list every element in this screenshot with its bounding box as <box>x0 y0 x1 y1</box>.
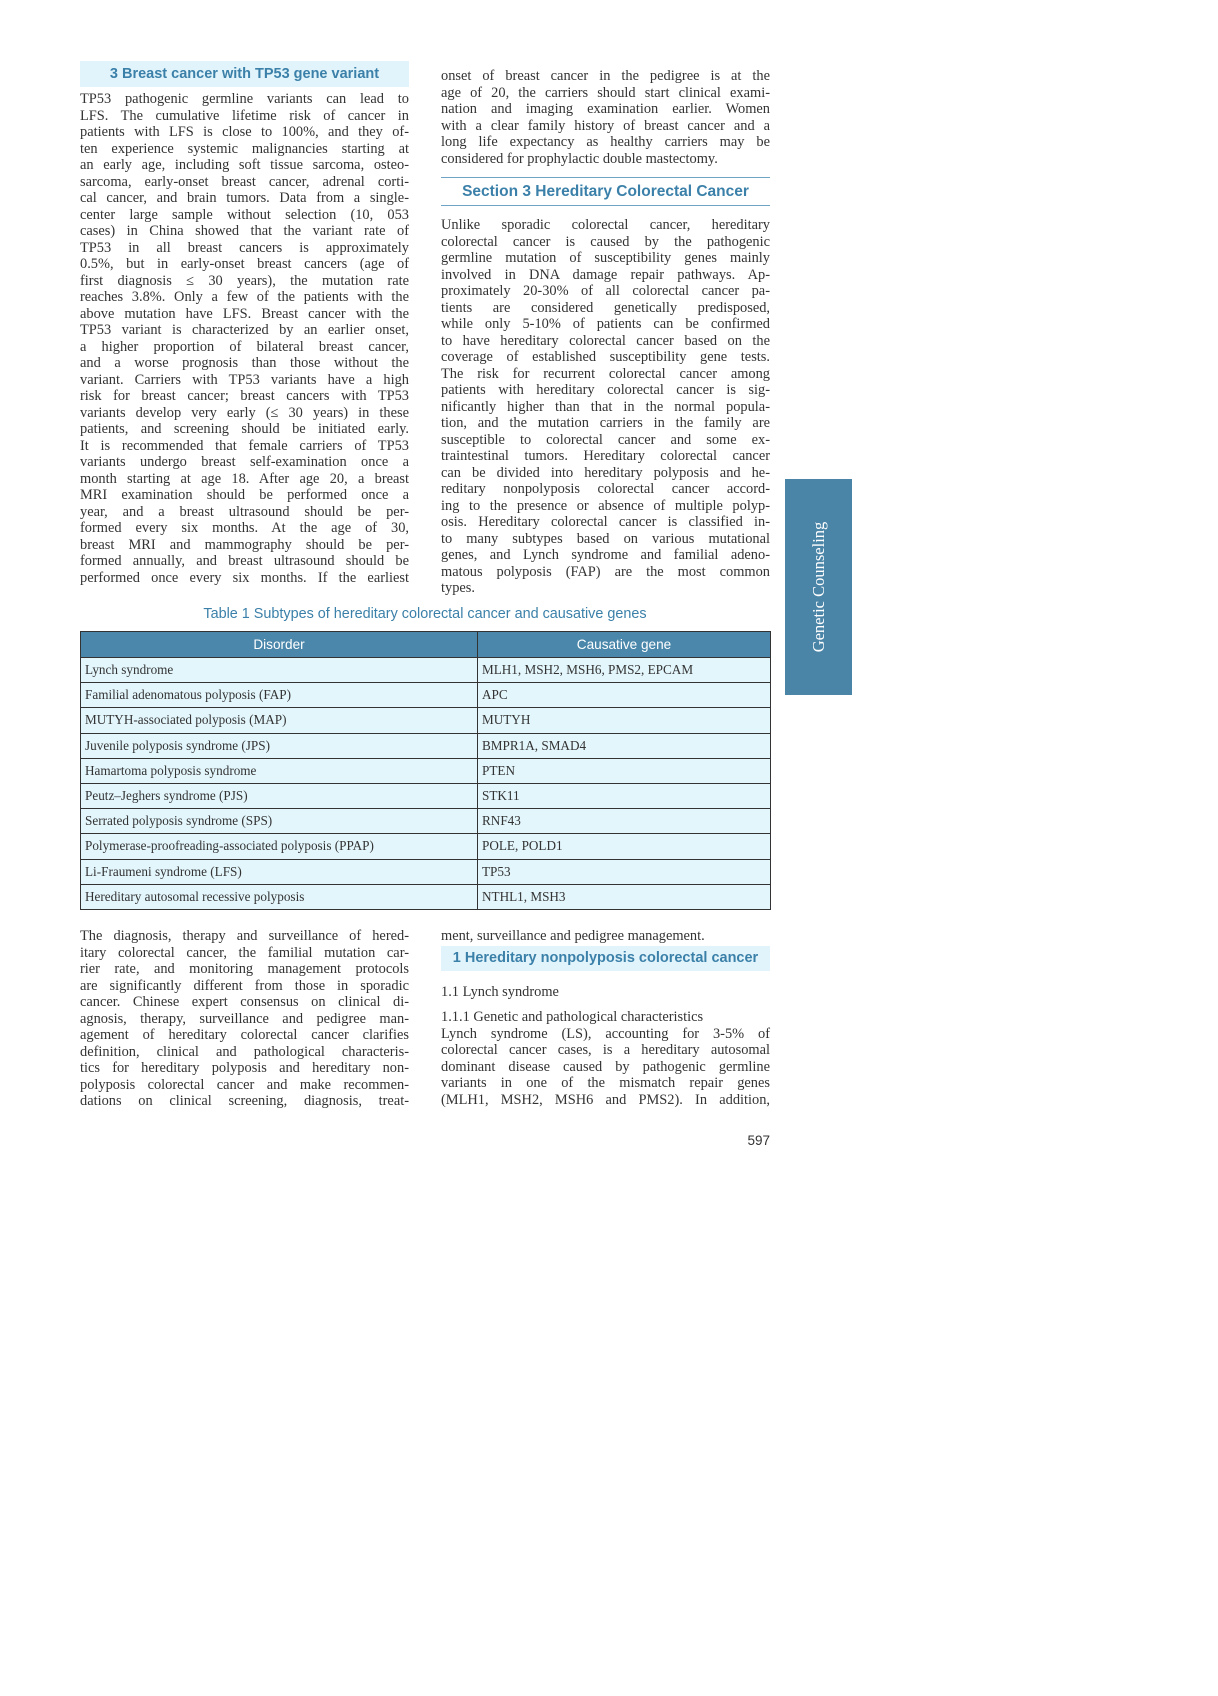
text-line: MRI examination should be performed once a <box>80 487 409 503</box>
text-line: susceptible to colorectal cancer and some ex- <box>441 431 770 448</box>
text-line: dations on clinical screening, diagnosis, treat- <box>80 1093 409 1109</box>
gene-cell: STK11 <box>478 783 771 808</box>
gene-cell: MUTYH <box>478 708 771 733</box>
text-line: germline mutation of susceptibility genes mainly <box>441 250 770 266</box>
table-header-row <box>81 632 771 658</box>
text-line: colorectal cancer is caused by the pathogenic <box>441 233 770 250</box>
text-line: reaches 3.8%. Only a few of the patients with the <box>80 289 409 305</box>
text-line: osis. Hereditary colorectal cancer is classified in- <box>441 514 770 530</box>
text-line: TP53 variant is characterized by an earlier onset, <box>80 322 409 338</box>
text-line: sarcoma, early-onset breast cancer, adrenal corti- <box>80 173 409 190</box>
disorder-cell: Serrated polyposis syndrome (SPS) <box>81 809 478 834</box>
column-header-gene: Causative gene <box>478 632 771 658</box>
text-line: dominant disease caused by pathogenic germline <box>441 1058 770 1075</box>
table-row <box>81 758 771 783</box>
gene-cell: APC <box>478 683 771 708</box>
gene-cell: MLH1, MSH2, MSH6, PMS2, EPCAM <box>478 658 771 683</box>
text-line: above mutation have LFS. Breast cancer with the <box>80 305 409 322</box>
table-row <box>81 809 771 834</box>
text-line: ten experience systemic malignancies starting at <box>80 140 409 157</box>
text-line: traintestinal tumors. Hereditary colorectal cancer <box>441 448 770 464</box>
table-row <box>81 658 771 683</box>
text-line: tion, and the mutation carriers in the family are <box>441 415 770 431</box>
text-line: coverage of established susceptibility gene tests. <box>441 349 770 365</box>
text-line: agement of hereditary colorectal cancer clarifies <box>80 1027 409 1043</box>
column-header-disorder: Disorder <box>81 632 478 658</box>
subheading-genetic-characteristics: 1.1.1 Genetic and pathological characteristics <box>441 1009 704 1025</box>
text-line: tics for hereditary polyposis and hereditary non- <box>80 1060 409 1076</box>
gene-cell: BMPR1A, SMAD4 <box>478 733 771 758</box>
text-line: to have hereditary colorectal cancer based on the <box>441 332 770 349</box>
text-line: cancer. Chinese expert consensus on clinical di- <box>80 994 409 1010</box>
table-row <box>81 733 771 758</box>
text-line: patients with LFS is close to 100%, and they of- <box>80 124 409 140</box>
text-line: (MLH1, MSH2, MSH6 and PMS2). In addition, <box>441 1091 770 1108</box>
disorder-cell: Li-Fraumeni syndrome (LFS) <box>81 859 478 884</box>
table-caption: Table 1 Subtypes of hereditary colorectal cancer and causative genes <box>203 606 647 622</box>
text-line: definition, clinical and pathological characteris- <box>80 1043 409 1060</box>
text-line: are significantly different from those in sporadic <box>80 977 409 994</box>
text-line: 0.5%, but in early-onset breast cancers (age of <box>80 256 409 272</box>
text-line: nation and imaging examination earlier. Women <box>441 101 770 117</box>
text-line: polyposis colorectal cancer and make recommen- <box>80 1076 409 1093</box>
table-row <box>81 834 771 859</box>
paragraph-left-top <box>80 91 409 586</box>
text-line: age of 20, the carriers should start clinical exami- <box>441 84 770 101</box>
text-line: to many subtypes based on various mutational <box>441 530 770 547</box>
text-line: cases) in China showed that the variant rate of <box>80 223 409 239</box>
text-line: formed annually, and breast ultrasound should be <box>80 553 409 569</box>
text-line: and a worse prognosis than those without the <box>80 355 409 371</box>
text-line: involved in DNA damage repair pathways. Ap- <box>441 266 770 283</box>
text-line: ing to the presence or absence of multiple polyp- <box>441 497 770 514</box>
text-line: TP53 in all breast cancers is approximately <box>80 239 409 256</box>
text-line: can be divided into hereditary polyposis and he- <box>441 464 770 481</box>
text-line: breast MRI and mammography should be per- <box>80 536 409 553</box>
text-line: risk for breast cancer; breast cancers with TP53 <box>80 388 409 404</box>
text-line: rier rate, and monitoring management protocols <box>80 961 409 977</box>
text-line: Unlike sporadic colorectal cancer, hereditary <box>441 217 770 233</box>
text-line: long life expectancy as healthy carriers may be <box>441 134 770 150</box>
side-tab <box>785 479 852 695</box>
text-line: proximately 20-30% of all colorectal cancer pa- <box>441 283 770 299</box>
text-line: LFS. The cumulative lifetime risk of cancer in <box>80 107 409 124</box>
text-line: genes, and Lynch syndrome and familial adeno- <box>441 547 770 563</box>
disorder-cell: Juvenile polyposis syndrome (JPS) <box>81 733 478 758</box>
page-number: 597 <box>747 1133 770 1148</box>
text-line: onset of breast cancer in the pedigree is at the <box>441 68 770 84</box>
table-row <box>81 884 771 909</box>
text-line: agnosis, therapy, surveillance and pedigree man- <box>80 1010 409 1027</box>
table-row <box>81 859 771 884</box>
disorder-cell: Hamartoma polyposis syndrome <box>81 758 478 783</box>
text-line: cal cancer, and brain tumors. Data from a single- <box>80 190 409 206</box>
text-line: reditary nonpolyposis colorectal cancer accord- <box>441 481 770 497</box>
text-line: variant. Carriers with TP53 variants have a high <box>80 371 409 388</box>
section-3-heading: Section 3 Hereditary Colorectal Cancer <box>441 177 770 206</box>
paragraph-left-bottom <box>80 928 409 1110</box>
text-line: with a clear family history of breast cancer and a <box>441 117 770 134</box>
text-line: year, and a breast ultrasound should be per- <box>80 503 409 520</box>
text-line: The diagnosis, therapy and surveillance of hered- <box>80 928 409 944</box>
text-line: Lynch syndrome (LS), accounting for 3-5% of <box>441 1025 770 1042</box>
subheading-hnpcc: 1 Hereditary nonpolyposis colorectal cancer <box>441 946 770 971</box>
text-line: center large sample without selection (10, 053 <box>80 206 409 223</box>
table-row <box>81 683 771 708</box>
disorder-cell: Hereditary autosomal recessive polyposis <box>81 884 478 909</box>
disorder-cell: Polymerase-proofreading-associated polyposis (PPAP) <box>81 834 478 859</box>
text-line: ment, surveillance and pedigree management. <box>441 928 705 944</box>
text-line: considered for prophylactic double mastectomy. <box>441 150 718 167</box>
gene-cell: NTHL1, MSH3 <box>478 884 771 909</box>
paragraph-right-bottom-a <box>441 928 770 945</box>
subheading-lynch: 1.1 Lynch syndrome <box>441 984 559 1000</box>
disorder-cell: Familial adenomatous polyposis (FAP) <box>81 683 478 708</box>
table-row <box>81 708 771 733</box>
gene-cell: PTEN <box>478 758 771 783</box>
table-row <box>81 783 771 808</box>
text-line: a higher proportion of bilateral breast cancer, <box>80 338 409 355</box>
text-line: patients with hereditary colorectal cancer is sig- <box>441 382 770 398</box>
paragraph-right-top <box>441 68 770 167</box>
text-line: variants in one of the mismatch repair genes <box>441 1075 770 1091</box>
text-line: first diagnosis ≤ 30 years), the mutation rate <box>80 272 409 289</box>
text-line: TP53 pathogenic germline variants can lead to <box>80 91 409 107</box>
gene-cell: POLE, POLD1 <box>478 834 771 859</box>
genes-table <box>80 631 771 910</box>
gene-cell: RNF43 <box>478 809 771 834</box>
text-line: It is recommended that female carriers of TP53 <box>80 437 409 454</box>
section-heading-tp53: 3 Breast cancer with TP53 gene variant <box>80 61 409 87</box>
text-line: tients are considered genetically predisposed, <box>441 299 770 316</box>
paragraph-right-mid <box>441 217 770 597</box>
text-line: while only 5-10% of patients can be confirmed <box>441 316 770 332</box>
disorder-cell: Lynch syndrome <box>81 658 478 683</box>
text-line: nificantly higher than that in the normal popula- <box>441 398 770 415</box>
text-line: types. <box>441 580 475 596</box>
text-line: an early age, including soft tissue sarcoma, osteo- <box>80 157 409 173</box>
text-line: colorectal cancer cases, is a hereditary autosomal <box>441 1042 770 1058</box>
gene-cell: TP53 <box>478 859 771 884</box>
text-line: matous polyposis (FAP) are the most common <box>441 563 770 580</box>
paragraph-right-bottom-b <box>441 1026 770 1109</box>
disorder-cell: Peutz–Jeghers syndrome (PJS) <box>81 783 478 808</box>
text-line: performed once every six months. If the earliest <box>80 569 409 586</box>
side-tab-label: Genetic Counseling <box>808 521 828 653</box>
disorder-cell: MUTYH-associated polyposis (MAP) <box>81 708 478 733</box>
text-line: variants undergo breast self-examination once a <box>80 454 409 470</box>
text-line: variants develop very early (≤ 30 years) in these <box>80 404 409 421</box>
text-line: patients, and screening should be initiated early. <box>80 421 409 437</box>
text-line: formed every six months. At the age of 30, <box>80 520 409 536</box>
text-line: itary colorectal cancer, the familial mutation car- <box>80 944 409 961</box>
text-line: The risk for recurrent colorectal cancer among <box>441 365 770 382</box>
text-line: month starting at age 18. After age 20, a breast <box>80 470 409 487</box>
